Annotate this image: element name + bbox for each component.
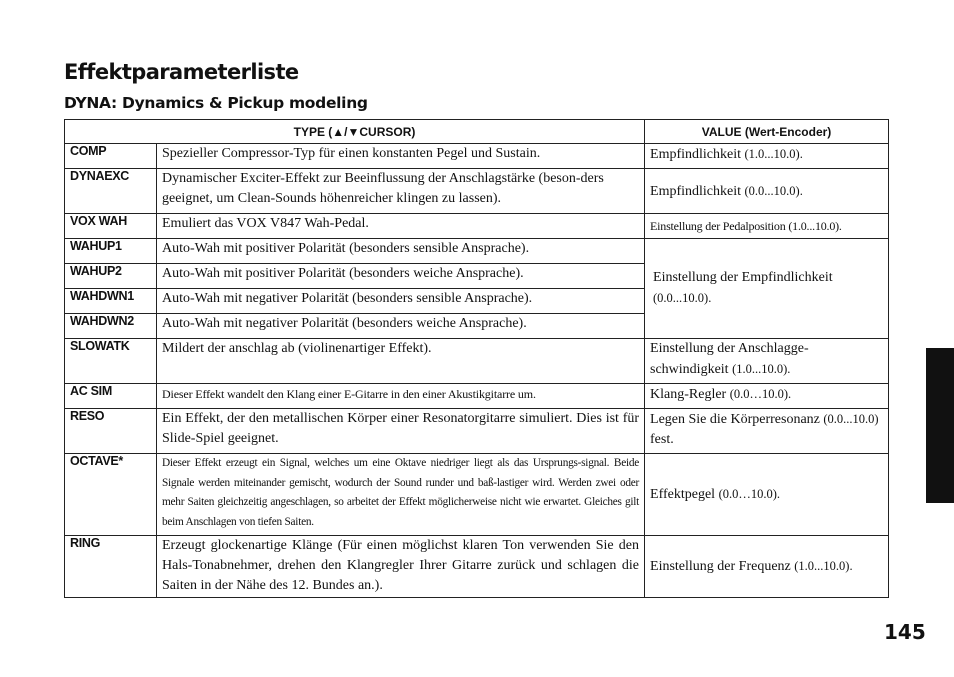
- effect-description: Auto-Wah mit negativer Polarität (besonders weiche Ansprache).: [157, 314, 645, 339]
- value-text: Empfindlichkeit: [650, 147, 745, 162]
- effect-value: [645, 144, 889, 169]
- effect-type: OCTAVE*: [65, 454, 157, 536]
- effect-description: Dieser Effekt wandelt den Klang einer E-Gitarre in den einer Akustikgitarre um.: [157, 384, 645, 409]
- value-range: (0.0...10.0).: [653, 291, 712, 305]
- type-column-header: TYPE (▲/▼CURSOR): [65, 120, 645, 144]
- effect-value: [645, 384, 889, 409]
- value-range: (1.0...10.0).: [744, 147, 803, 161]
- effect-type: DYNAEXC: [65, 169, 157, 214]
- effect-value: [645, 454, 889, 536]
- effect-type: SLOWATK: [65, 339, 157, 384]
- value-range: (0.0...10.0): [823, 412, 879, 426]
- table-row: [65, 239, 889, 264]
- value-text: Einstellung der Frequenz: [650, 559, 795, 574]
- value-range: (0.0…10.0).: [718, 487, 781, 501]
- effect-description: Dynamischer Exciter-Effekt zur Beeinflussung der Anschlagstärke (beson-ders geeignet, um Clean-Sounds höhenreicher klingen zu lassen).: [157, 169, 645, 214]
- table-row: [65, 339, 889, 384]
- effect-type: RESO: [65, 409, 157, 454]
- effect-value: [645, 214, 889, 239]
- table-row: [65, 169, 889, 214]
- effect-type: AC SIM: [65, 384, 157, 409]
- effect-value: [645, 409, 889, 454]
- effect-description: Dieser Effekt erzeugt ein Signal, welches um eine Oktave niedriger liegt als das Ursprungs-signal. Beide Signale werden miteinander gemischt, wodurch der Sound runder und baß-lastiger wird. Werden zwei oder mehr Saiten gleichzeitig angeschlagen, so arbeitet der Effekt möglicherweise nicht wie erwartet. Gleiches gilt beim Anschlagen von tiefen Saiten.: [157, 454, 645, 536]
- value-range: (0.0...10.0).: [744, 183, 803, 198]
- effect-parameter-table: [64, 119, 889, 598]
- effect-type: WAHUP1: [65, 239, 157, 264]
- value-text: Legen Sie die Körperresonanz: [650, 412, 824, 427]
- value-range: (1.0...10.0).: [788, 219, 842, 233]
- value-range: (1.0...10.0).: [794, 559, 853, 573]
- effect-value: [645, 536, 889, 598]
- value-text: Einstellung der Anschlagge-schwindigkeit: [650, 341, 809, 377]
- effect-value: [645, 169, 889, 214]
- value-column-header: VALUE (Wert-Encoder): [645, 120, 889, 144]
- table-row: [65, 144, 889, 169]
- table-row: [65, 384, 889, 409]
- wah-group-value: [645, 239, 889, 339]
- effect-description: Auto-Wah mit negativer Polarität (besonders sensible Ansprache).: [157, 289, 645, 314]
- table-row: [65, 536, 889, 598]
- table-row: [65, 454, 889, 536]
- value-range: (0.0…10.0).: [729, 387, 792, 401]
- effect-description: Auto-Wah mit positiver Polarität (besonders sensible Ansprache).: [157, 239, 645, 264]
- effect-value: [645, 339, 889, 384]
- effect-type: RING: [65, 536, 157, 598]
- value-text: Empfindlichkeit: [650, 183, 745, 199]
- value-range: (1.0...10.0).: [732, 362, 791, 376]
- effect-type: WAHDWN1: [65, 289, 157, 314]
- effect-description: Emuliert das VOX V847 Wah-Pedal.: [157, 214, 645, 239]
- effect-description: Auto-Wah mit positiver Polarität (besonders weiche Ansprache).: [157, 264, 645, 289]
- effect-type: WAHUP2: [65, 264, 157, 289]
- value-suffix: fest.: [650, 432, 674, 447]
- value-text: Klang-Regler: [650, 387, 730, 402]
- table-row: [65, 214, 889, 239]
- value-text: Einstellung der Pedalposition: [650, 219, 789, 233]
- effect-description: Spezieller Compressor-Typ für einen konstanten Pegel und Sustain.: [157, 144, 645, 169]
- page-title: Effektparameterliste: [64, 60, 299, 84]
- chapter-tab-marker: [926, 348, 954, 503]
- effect-description: Mildert der anschlag ab (violinenartiger Effekt).: [157, 339, 645, 384]
- effect-description: Ein Effekt, der den metallischen Körper einer Resonatorgitarre simuliert. Dies ist für Slide-Spiel geeignet.: [157, 409, 645, 454]
- table-header-row: [65, 120, 889, 144]
- section-title: DYNA: Dynamics & Pickup modeling: [64, 94, 368, 112]
- page-number: 145: [884, 620, 926, 644]
- value-text: Einstellung der Empfindlichkeit: [653, 270, 833, 285]
- effect-type: WAHDWN2: [65, 314, 157, 339]
- effect-type: COMP: [65, 144, 157, 169]
- effect-description: Erzeugt glockenartige Klänge (Für einen möglichst klaren Ton verwenden Sie den Hals-Tonabnehmer, drehen den Klangregler Ihrer Gitarre zurück und schlagen die Saiten in der Nähe des 12. Bundes an.).: [157, 536, 645, 598]
- effect-type: VOX WAH: [65, 214, 157, 239]
- value-text: Effektpegel: [650, 487, 719, 502]
- table-row: [65, 409, 889, 454]
